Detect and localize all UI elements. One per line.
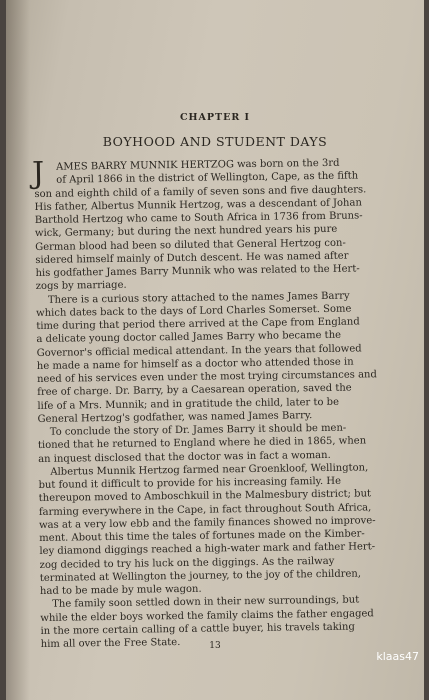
text-line: son and eighth child of a family of seven sons and five daughters. (34, 183, 367, 200)
text-line: zogs by marriage. (35, 279, 127, 293)
book-page (6, 0, 424, 700)
text-line: Governor's official medical attendant. In the years that followed (36, 342, 362, 359)
text-line: an inquest disclosed that the doctor was in fact a woman. (38, 449, 331, 465)
drop-cap: J (31, 155, 45, 192)
body-text (31, 155, 409, 651)
text-line: ley diamond diggings reached a high-water mark and father Hert- (39, 541, 376, 558)
text-line: which dates back to the days of Lord Charles Somerset. Some (36, 303, 352, 319)
text-line: To conclude the story of Dr. James Barry it should be men- (49, 422, 347, 438)
text-line: Albertus Munnik Hertzog farmed near Groenkloof, Wellington, (50, 462, 369, 478)
text-line: his godfather James Barry Munnik who was related to the Hert- (35, 263, 360, 279)
text-line: had to be made by mule wagon. (39, 583, 202, 597)
text-line: There is a curious story attached to the names James Barry (47, 290, 350, 306)
text-line: a delicate young doctor called James Barry who became the (36, 329, 342, 346)
text-line: need of his services even under the most trying circumstances and (36, 369, 377, 385)
text-line: AMES BARRY MUNNIK HERTZOG was born on the 3rd (56, 157, 340, 173)
text-line: while the elder boys worked the family claims the father engaged (40, 607, 374, 624)
text-line: Barthold Hertzog who came to South Africa in 1736 from Bruns- (34, 210, 363, 226)
text-line: farming everywhere in the Cape, in fact throughout South Africa, (38, 501, 372, 518)
text-line: of April 1866 in the district of Wellington, Cape, as the fifth (56, 170, 359, 186)
text-line: The family soon settled down in their new surroundings, but (52, 594, 360, 611)
text-line: sidered himself mainly of Dutch descent. He was named after (35, 250, 349, 266)
text-line: but found it difficult to provide for his increasing family. He (38, 475, 342, 491)
text-line: thereupon moved to Amboschkuil in the Malmesbury district; but (38, 488, 372, 505)
chapter-title: BOYHOOD AND STUDENT DAYS (102, 134, 328, 149)
text-line: ment. About this time the tales of fortunes made on the Kimber- (39, 528, 365, 544)
text-line: His father, Albertus Munnik Hertzog, was a descendant of Johan (34, 197, 362, 213)
text-line: him all over the Free State. (40, 637, 181, 650)
text-line: was at a very low ebb and the family finances showed no improve- (39, 515, 376, 531)
text-line: tioned that he returned to England where he died in 1865, when (37, 435, 367, 452)
text-line: he made a name for himself as a doctor who attended those in (36, 356, 354, 372)
text-line: time during that period there arrived at the Cape from England (36, 316, 360, 332)
text-line: in the more certain calling of a cattle buyer, his travels taking (40, 621, 355, 637)
text-line: General Hertzog's godfather, was named James Barry. (37, 409, 313, 425)
text-line: terminated at Wellington the journey, to the joy of the children, (39, 568, 362, 584)
text-line: zog decided to try his luck on the diggings. As the railway (39, 555, 335, 571)
text-line: life of a Mrs. Munnik; and in gratitude the child, later to be (37, 396, 340, 412)
watermark: klaas47 (376, 650, 419, 663)
page-number: 13 (209, 641, 221, 651)
text-line: wick, Germany; but during the next hundred years his pure (34, 224, 338, 240)
chapter-heading: CHAPTER I (179, 112, 250, 123)
text-line: free of charge. Dr. Barry, by a Caesarean operation, saved the (37, 382, 352, 399)
text-line: German blood had been so diluted that General Hertzog con- (35, 237, 346, 253)
